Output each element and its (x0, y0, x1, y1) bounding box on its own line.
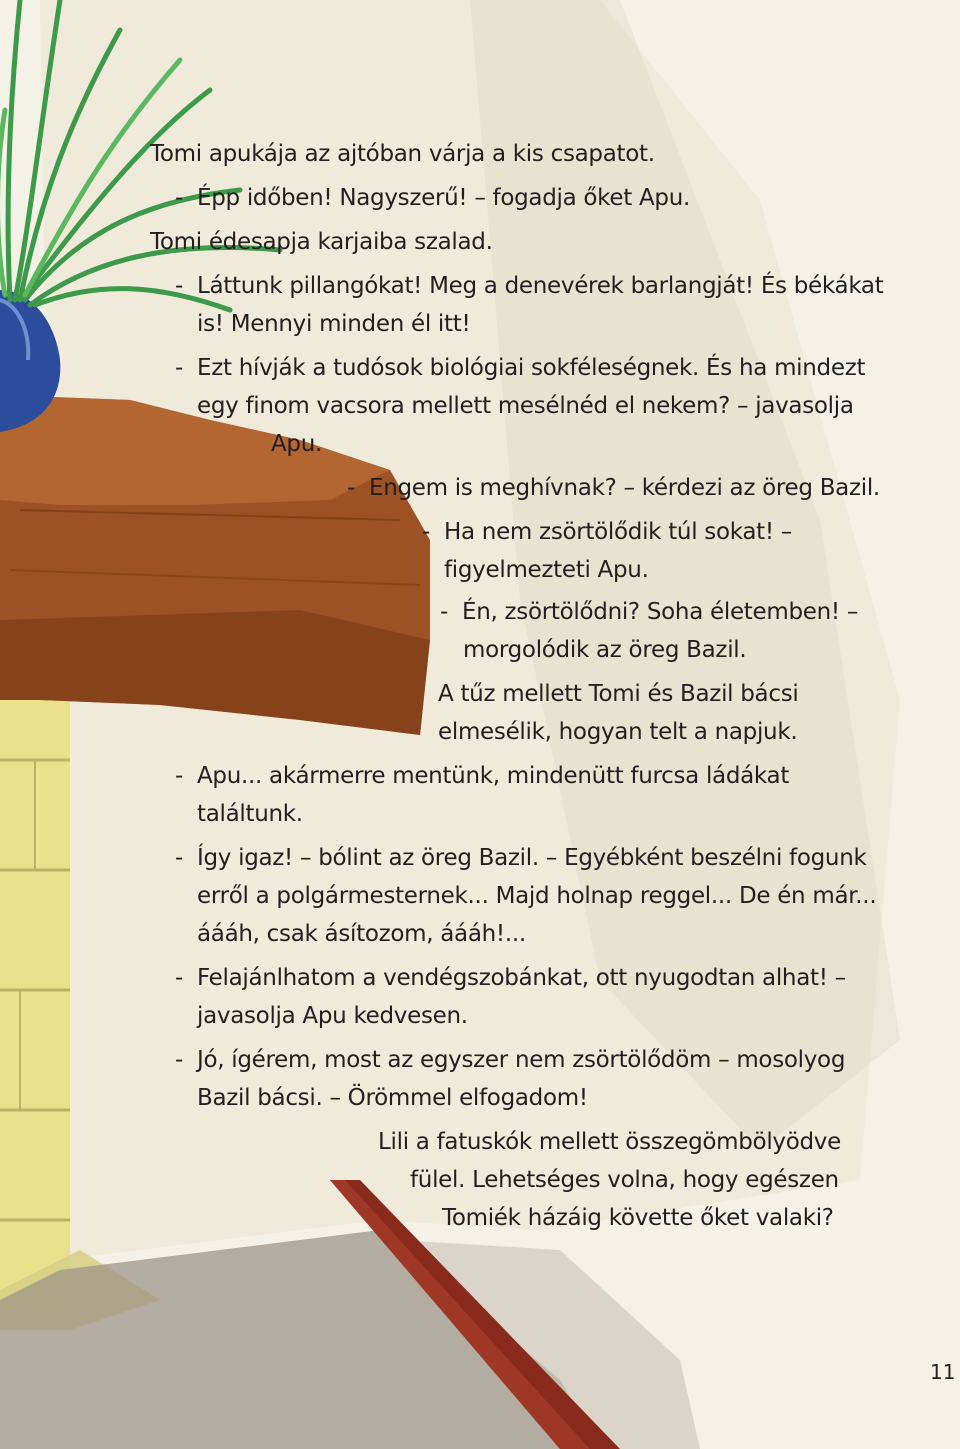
story-line: erről a polgármesternek... Majd holnap reggel... De én már... (197, 883, 877, 909)
dialogue-dash: - (175, 1047, 183, 1073)
story-line: Lili a fatuskók mellett összegömbölyödve (378, 1129, 841, 1155)
story-line: fülel. Lehetséges volna, hogy egészen (410, 1167, 839, 1193)
dialogue-dash: - (175, 273, 183, 299)
story-line: elmesélik, hogyan telt a napjuk. (438, 719, 798, 745)
dialogue-dash: - (175, 185, 183, 211)
page-number: 11 (930, 1360, 956, 1384)
story-line: egy finom vacsora mellett mesélnéd el nekem? – javasolja (197, 393, 854, 419)
dialogue-line: - Engem is meghívnak? – kérdezi az öreg Bazil. (347, 475, 880, 501)
story-line: javasolja Apu kedvesen. (197, 1003, 468, 1029)
dialogue-line: - Épp időben! Nagyszerű! – fogadja őket Apu. (175, 185, 690, 211)
dialogue-dash: - (175, 845, 183, 871)
dialogue-dash: - (347, 475, 355, 501)
dialogue-dash: - (175, 763, 183, 789)
story-line: A tűz mellett Tomi és Bazil bácsi (438, 681, 799, 707)
dialogue-line: - Így igaz! – bólint az öreg Bazil. – Egyébként beszélni fogunk (175, 845, 867, 871)
dialogue-dash: - (440, 599, 448, 625)
story-line: is! Mennyi minden él itt! (197, 311, 471, 337)
story-line: Apu. (271, 431, 323, 457)
story-line: találtunk. (197, 801, 303, 827)
story-line: Bazil bácsi. – Örömmel elfogadom! (197, 1085, 588, 1111)
dialogue-line: - Ezt hívják a tudósok biológiai sokféleségnek. És ha mindezt (175, 355, 866, 381)
story-line: Tomi édesapja karjaiba szalad. (150, 229, 493, 255)
dialogue-line: - Apu... akármerre mentünk, mindenütt furcsa ládákat (175, 763, 790, 789)
dialogue-dash: - (175, 355, 183, 381)
dialogue-line: - Ha nem zsörtölődik túl sokat! – (422, 519, 793, 545)
story-line: Tomiék házáig követte őket valaki? (442, 1205, 834, 1231)
dialogue-line: - Jó, ígérem, most az egyszer nem zsörtölődöm – mosolyog (175, 1047, 846, 1073)
story-line: áááh, csak ásítozom, áááh!... (197, 921, 526, 947)
story-line: morgolódik az öreg Bazil. (463, 637, 747, 663)
story-line: Tomi apukája az ajtóban várja a kis csapatot. (150, 141, 655, 167)
dialogue-line: - Láttunk pillangókat! Meg a denevérek barlangját! És békákat (175, 273, 884, 299)
dialogue-line: - Én, zsörtölődni? Soha életemben! – (440, 599, 859, 625)
dialogue-line: - Felajánlhatom a vendégszobánkat, ott nyugodtan alhat! – (175, 965, 846, 991)
dialogue-dash: - (175, 965, 183, 991)
story-line: figyelmezteti Apu. (444, 557, 649, 583)
dialogue-dash: - (422, 519, 430, 545)
